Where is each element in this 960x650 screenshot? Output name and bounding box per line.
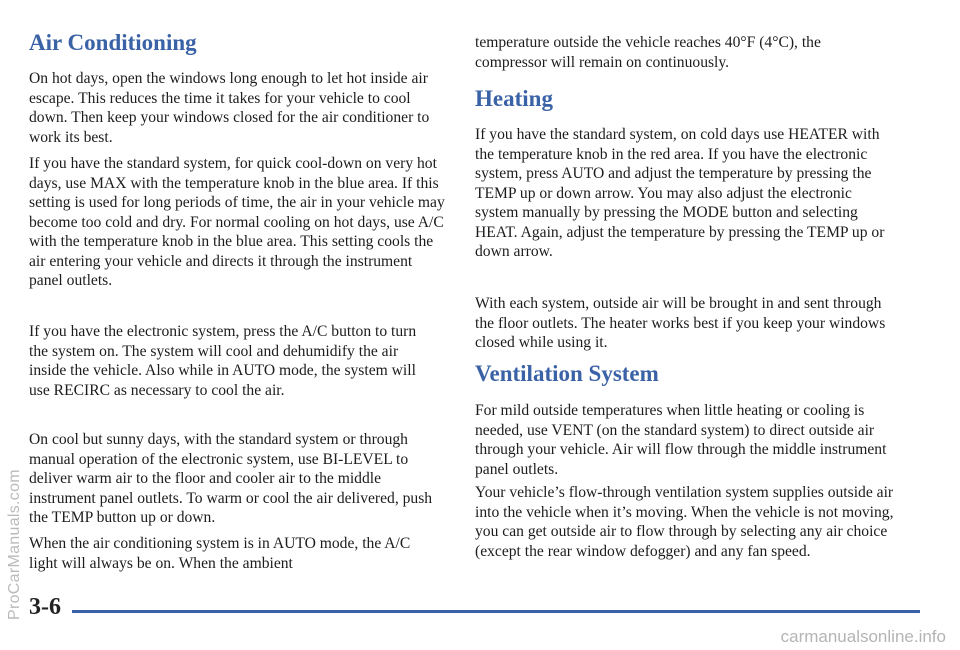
ac-paragraph-5: When the air conditioning system is in AUTO mode, the A/C light will always be on. When the ambient — [29, 535, 411, 572]
heating-paragraph-1: If you have the standard system, on cold days use HEATER with the temperature knob in the red area. If you have the electronic system, press AUTO and adjust the temperature by pressing the TEMP up or down arrow. You may also adjust the electronic system manually by pressing the MODE button and selecting HEAT. Again, adjust the temperature by pressing the TEMP up or down arrow. — [475, 126, 885, 260]
page-footer — [29, 594, 920, 624]
heating-paragraph-2: With each system, outside air will be brought in and sent through the floor outlets. The heater works best if you keep your windows closed while using it. — [475, 295, 886, 351]
heating-heading: Heating — [475, 86, 553, 111]
footer-rule — [72, 610, 920, 613]
bottom-watermark: carmanualsonline.info — [780, 627, 946, 646]
ventilation-paragraph-2: Your vehicle’s flow-through ventilation system supplies outside air into the vehicle when it’s moving. When the vehicle is not moving, you can get outside air to flow through by selecting any air choice (except the rear window defogger) and any fan speed. — [475, 484, 894, 560]
ac-paragraph-1: On hot days, open the windows long enough to let hot inside air escape. This reduces the time it takes for your vehicle to cool down. Then keep your windows closed for the air conditioner to work its best. — [29, 70, 430, 146]
side-watermark: ProCarManuals.com — [6, 469, 23, 620]
air-conditioning-heading: Air Conditioning — [29, 30, 197, 55]
page-number: 3-6 — [29, 594, 61, 620]
ac-paragraph-3: If you have the electronic system, press the A/C button to turn the system on. The system will cool and dehumidify the air inside the vehicle. Also while in AUTO mode, the system will use RECIRC as necessary to cool the air. — [29, 323, 417, 399]
ac-continuation: temperature outside the vehicle reaches 40°F (4°C), the compressor will remain on continuously. — [475, 34, 821, 71]
ventilation-paragraph-1: For mild outside temperatures when little heating or cooling is needed, use VENT (on the standard system) to direct outside air through your vehicle. Air will flow through the middle instrument panel outlets. — [475, 402, 887, 478]
ac-paragraph-2: If you have the standard system, for quick cool-down on very hot days, use MAX with the temperature knob in the blue area. If this setting is used for long periods of time, the air in your vehicle may become too cold and dry. For normal cooling on hot days, use A/C with the temperature knob in the blue area. This setting cools the air entering your vehicle and directs it through the instrument panel outlets. — [29, 155, 445, 289]
ventilation-heading: Ventilation System — [475, 361, 659, 386]
ac-paragraph-4: On cool but sunny days, with the standard system or through manual operation of the electronic system, use BI-LEVEL to deliver warm air to the floor and cooler air to the middle instrument panel outlets. To warm or cool the air delivered, push the TEMP button up or down. — [29, 431, 433, 526]
